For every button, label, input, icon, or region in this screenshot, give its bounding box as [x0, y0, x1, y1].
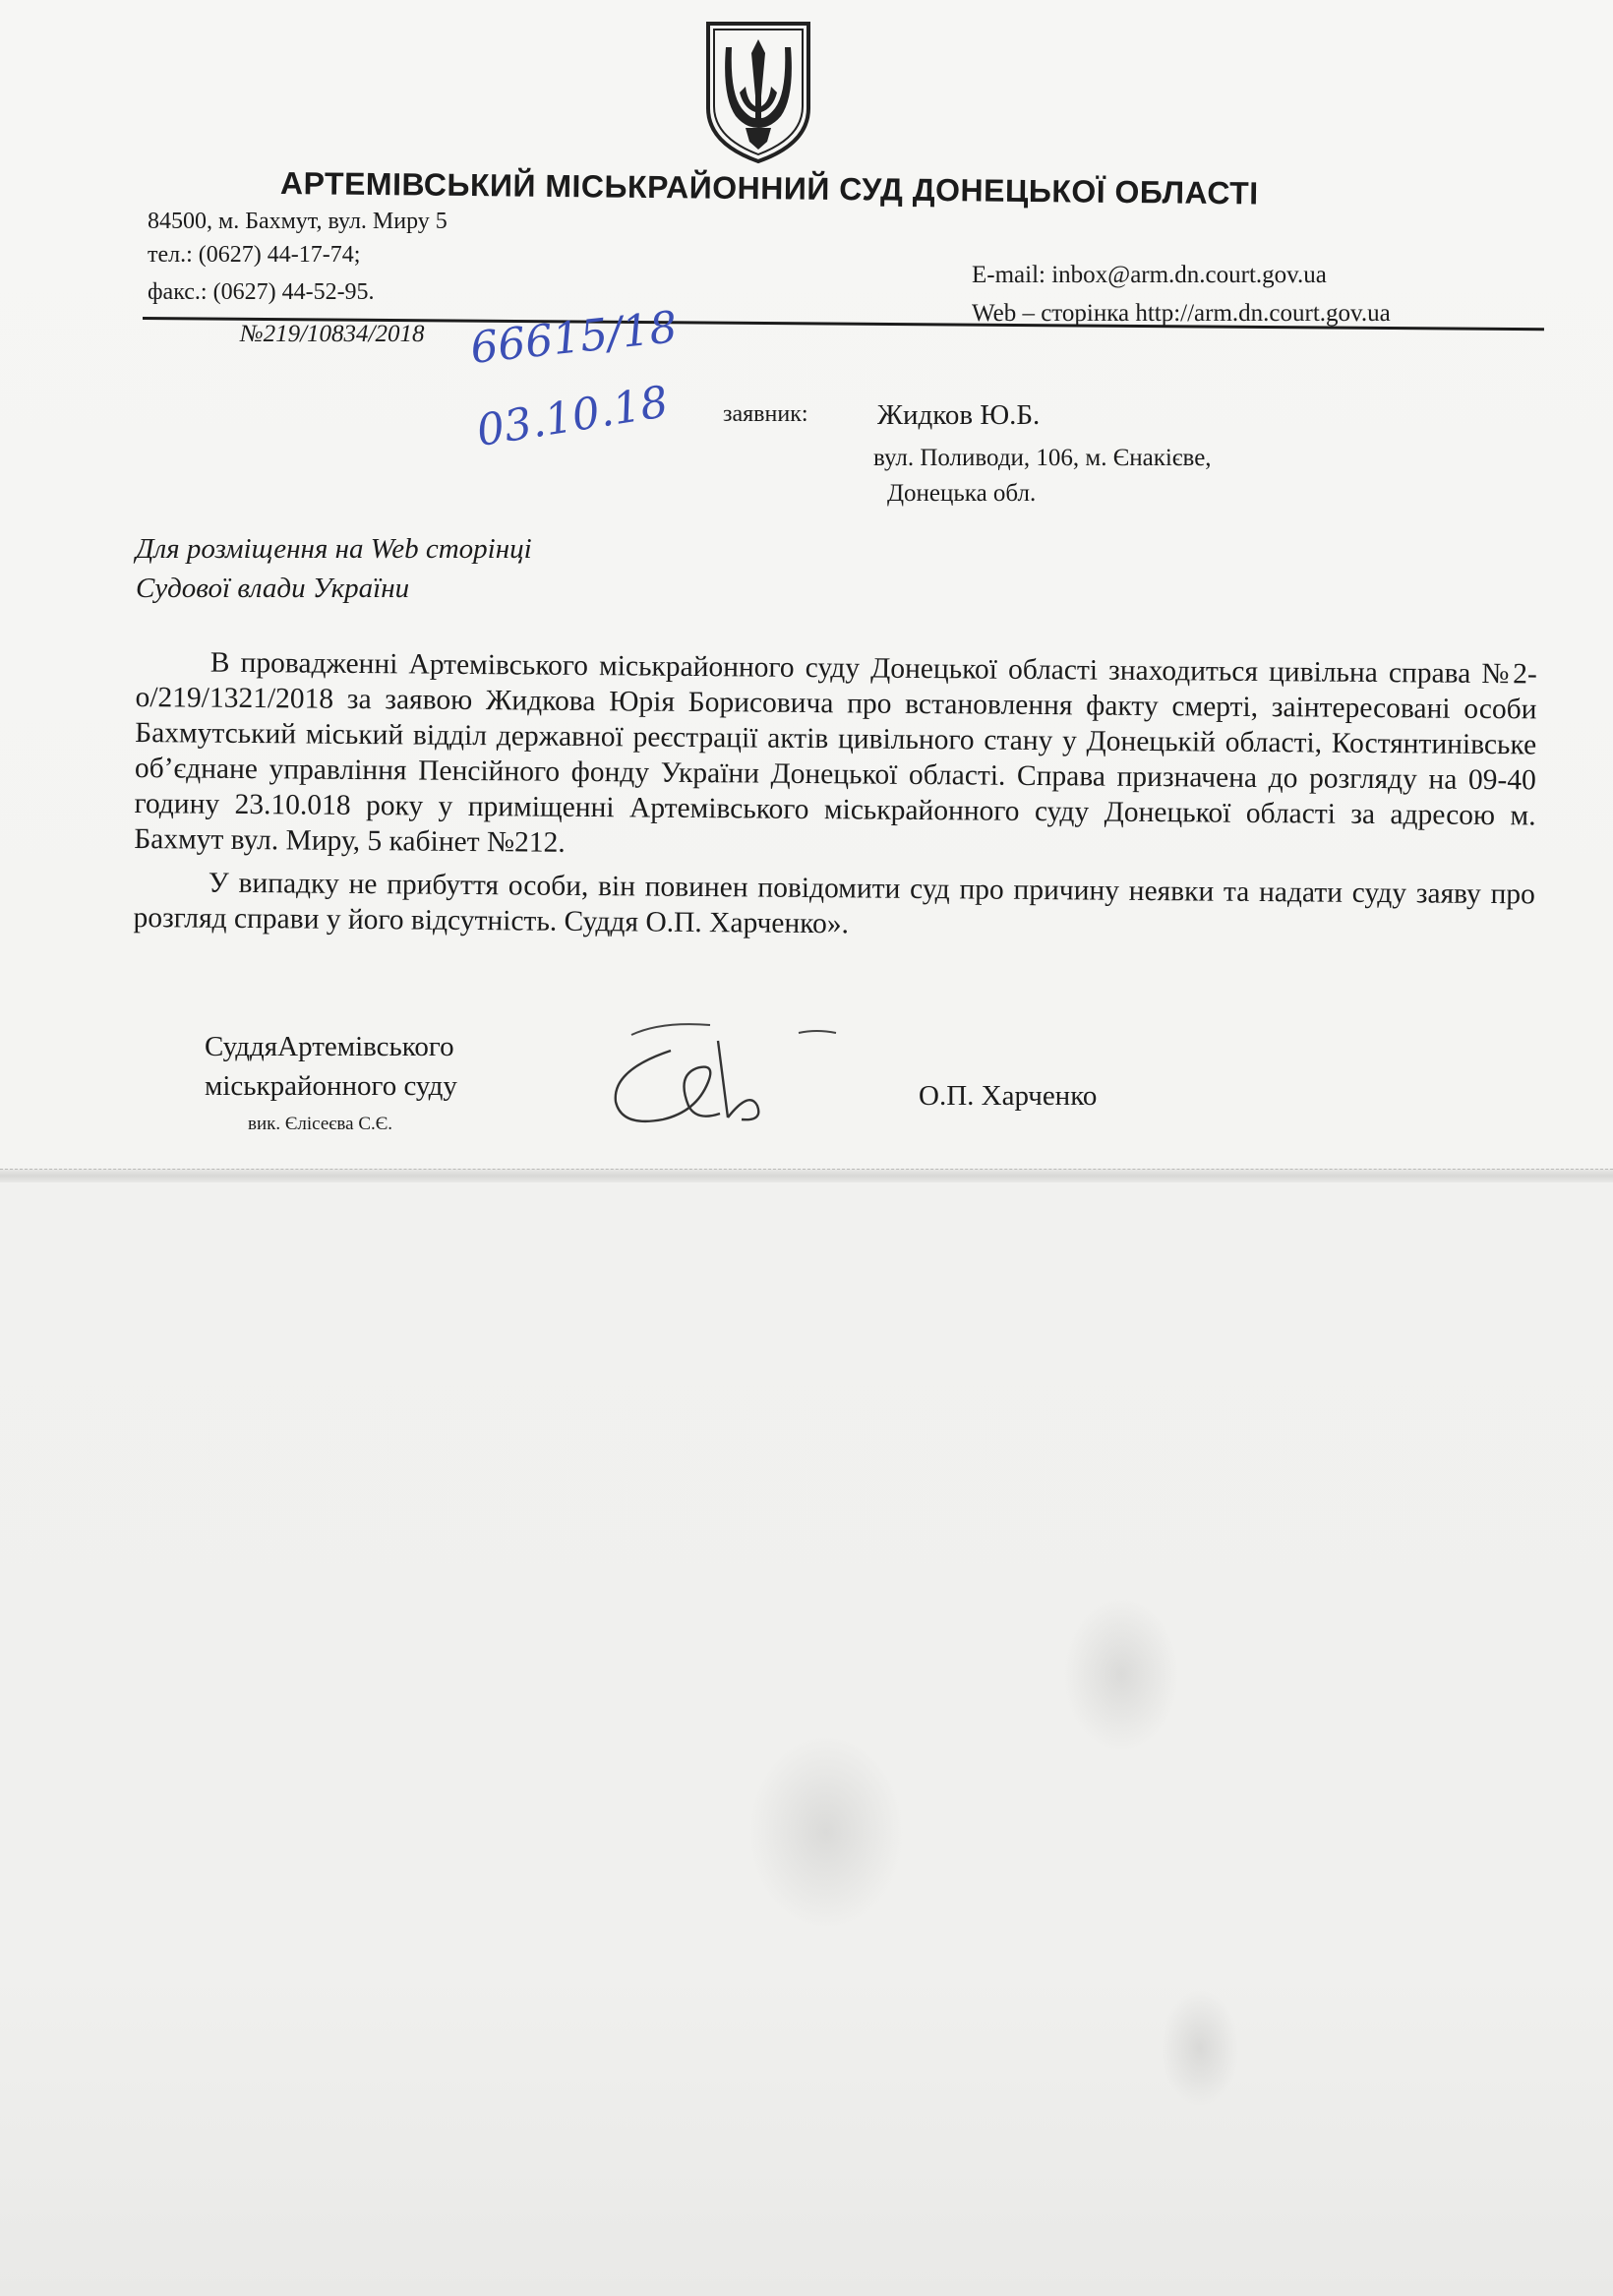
court-web: Web – сторінка http://arm.dn.court.gov.ua	[972, 300, 1391, 327]
scan-smudge	[747, 1733, 905, 1930]
scan-smudge	[1062, 1596, 1180, 1753]
signatory-title-line1: СуддяАртемівського	[205, 1031, 454, 1062]
applicant-address-line2: Донецька обл.	[887, 480, 1037, 507]
outgoing-number: №219/10834/2018	[240, 321, 425, 347]
publication-note-line2: Судової влади України	[136, 573, 410, 604]
applicant-address-line1: вул. Поливоди, 106, м. Єнакієве,	[873, 445, 1212, 471]
body-paragraph-1: В провадженні Артемівського міськрайонного суду Донецької області знаходиться цивільна справа №2-о/219/1321/2018 за заявою Жидкова Юрія Борисовича про встановлення факту смерті, заінтересовані особи Бахмутський міський відділ державної реєстрації актів цивільного стану у Донецькій області, Костянтинівське об’єднане управління Пенсійного фонду України Донецької області. Справа призначена до розгляду на 09-40 годину 23.10.018 року у приміщенні Артемівського міськрайонного суду Донецької області за адресою м. Бахмут вул. Миру, 5 кабінет №212.	[134, 646, 1537, 859]
publication-note-line1: Для розміщення на Web сторінці	[136, 533, 532, 565]
handwritten-signature-icon	[602, 1011, 867, 1139]
signatory-title-line2: міськрайонного суду	[205, 1070, 457, 1102]
handwritten-registration-date: 03.10.18	[473, 376, 672, 457]
court-address: 84500, м. Бахмут, вул. Миру 5	[148, 209, 448, 234]
court-name: АРТЕМІВСЬКИЙ МІСЬКРАЙОННИЙ СУД ДОНЕЦЬКОЇ ОБЛАСТІ	[279, 165, 1259, 211]
letter-body	[133, 644, 1537, 947]
trident-coat-of-arms-icon	[700, 18, 816, 165]
executor-note: вик. Єлісеєва С.Є.	[248, 1114, 393, 1134]
court-email: E-mail: inbox@arm.dn.court.gov.ua	[972, 262, 1327, 288]
handwritten-registration-number: 66615/18	[467, 302, 680, 374]
paper-fold-line	[0, 1169, 1613, 1183]
applicant-label: заявник:	[723, 401, 808, 427]
body-paragraph-2: У випадку не прибуття особи, він повинен повідомити суд про причину неявки та надати суду заяву про розгляд справи у його відсутність. Суддя О.П. Харченко».	[133, 867, 1535, 940]
judge-name: О.П. Харченко	[919, 1080, 1098, 1112]
blank-lower-area	[0, 1182, 1613, 2296]
court-fax: факс.: (0627) 44-52-95.	[148, 279, 375, 305]
scan-smudge	[1161, 1989, 1239, 2107]
applicant-name: Жидков Ю.Б.	[877, 399, 1041, 431]
court-phone: тел.: (0627) 44-17-74;	[148, 242, 361, 268]
